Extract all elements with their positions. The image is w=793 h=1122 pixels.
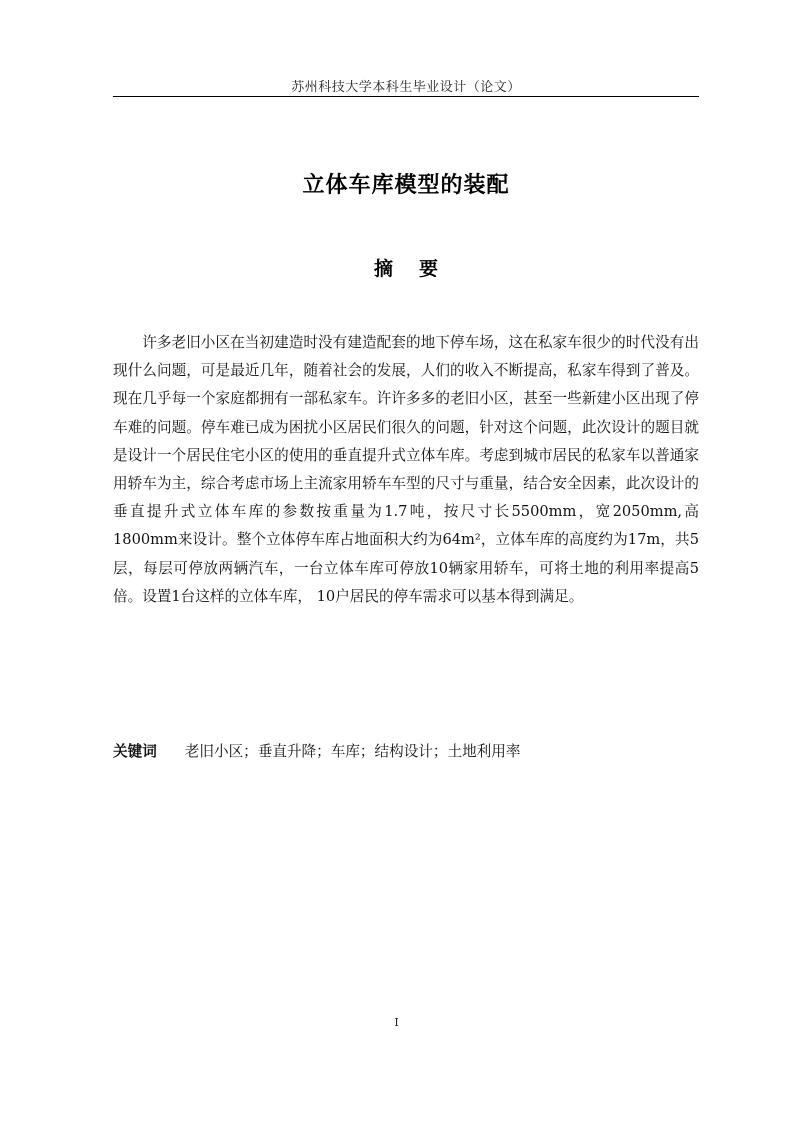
abstract-body [113,329,699,611]
page-number: I [394,1016,399,1029]
keywords-label: 关键词 [113,743,157,760]
abstract-heading-char2: 要 [419,258,439,280]
abstract-paragraph: 许多老旧小区在当初建造时没有建造配套的地下停车场，这在私家车很少的时代没有出现什么问题，可是最近几年，随着社会的发展，人们的收入不断提高，私家车得到了普及。现在几乎每一个家庭都拥有一部私家车。许许多多的老旧小区，甚至一些新建小区出现了停车难的问题。停车难已成为困扰小区居民们很久的问题，针对这个问题，此次设计的题目就是设计一个居民住宅小区的使用的垂直提升式立体车库。考虑到城市居民的私家车以普通家用轿车为主，综合考虑市场上主流家用轿车车型的尺寸与重量，结合安全因素，此次设计的垂直提升式立体车库的参数按重量为1.7吨，按尺寸长5500mm，宽2050mm,高1800mm来设计。整个立体停车库占地面积大约为64m²，立体车库的高度约为17m，共5层，每层可停放两辆汽车，一台立体车库可停放10辆家用轿车，可将土地的利用率提高5倍。设置1台这样的立体车库， 10户居民的停车需求可以基本得到满足。 [113,334,699,605]
header-divider [113,96,699,97]
abstract-heading [113,254,699,281]
running-header: 苏州科技大学本科生毕业设计（论文） [291,80,521,95]
thesis-title: 立体车库模型的装配 [302,173,510,198]
keywords-text: 老旧小区；垂直升降；车库；结构设计；土地利用率 [184,743,521,760]
keywords-line [113,738,699,766]
abstract-heading-char1: 摘 [373,258,393,280]
